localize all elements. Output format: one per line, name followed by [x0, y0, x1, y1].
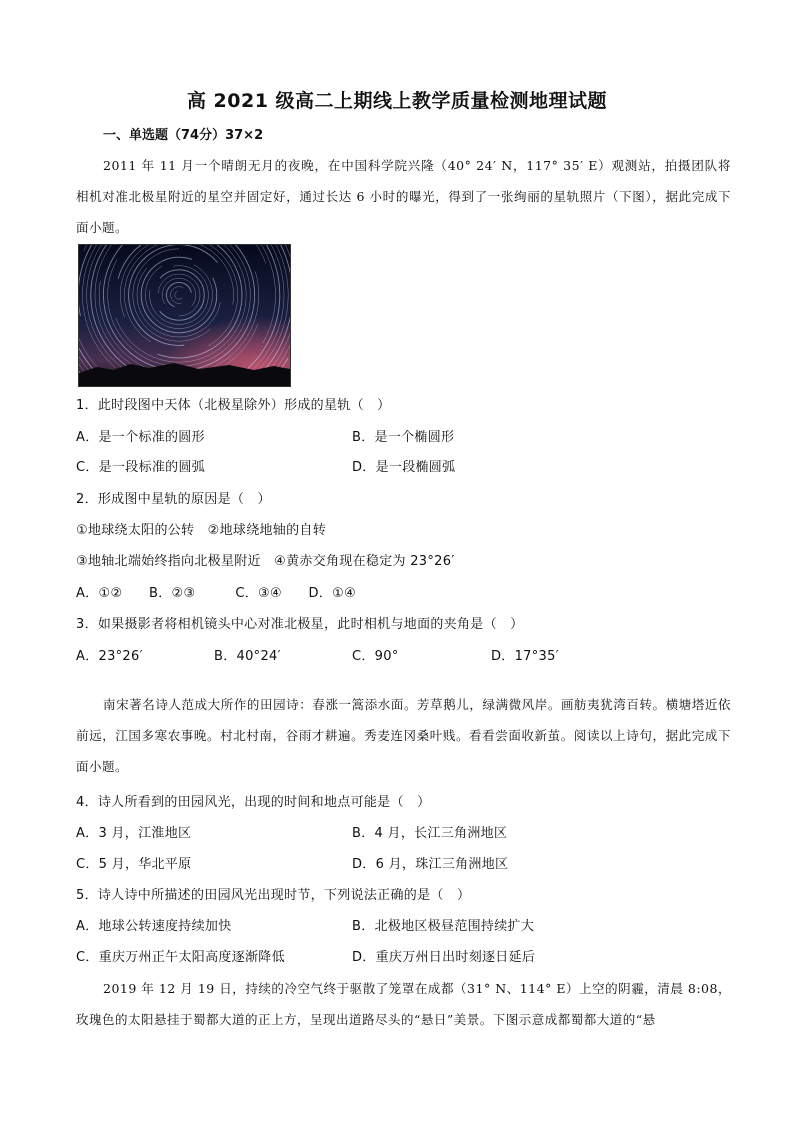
question-1-stem: 1．此时段图中天体（北极星除外）形成的星轨（ ）: [76, 398, 391, 413]
q3-option-c[interactable]: C．90°: [352, 649, 399, 664]
q2-statements-3-4: ③地轴北端始终指向北极星附近 ④黄赤交角现在稳定为 23°26′: [76, 554, 455, 569]
q5-option-a[interactable]: A．地球公转速度持续加快: [76, 919, 232, 934]
passage-star-trails: 2011 年 11 月一个晴朗无月的夜晚，在中国科学院兴隆（40° 24′ N，117° 35′ E）观测站，拍摄团队将相机对准北极星附近的星空并固定好，通过长达 6 小时的曝光，得到了一张绚丽的星轨照片（下图），据此完成下面小题。: [76, 158, 731, 235]
q4-option-c[interactable]: C．5 月，华北平原: [76, 857, 192, 872]
q4-option-d[interactable]: D．6 月，珠江三角洲地区: [352, 857, 509, 872]
q5-option-c[interactable]: C．重庆万州正午太阳高度逐渐降低: [76, 950, 285, 965]
q5-option-d[interactable]: D．重庆万州日出时刻逐日延后: [352, 950, 536, 965]
q1-option-a[interactable]: A．是一个标准的圆形: [76, 430, 205, 445]
q2-choices[interactable]: A．①② B．②③ C．③④ D．①④: [76, 586, 357, 601]
q2-statements-1-2: ①地球绕太阳的公转 ②地球绕地轴的自转: [76, 523, 327, 538]
passage-poem: 南宋著名诗人范成大所作的田园诗：春涨一篙添水面。芳草鹅儿，绿满微风岸。画舫夷犹湾百转。横塘塔近依前远，江国多寒农事晚。村北村南，谷雨才耕遍。秀麦连冈桑叶贱。看看尝面收新茧。阅读以上诗句，据此完成下面小题。: [76, 697, 731, 774]
q1-option-d[interactable]: D．是一段椭圆弧: [352, 460, 456, 475]
q3-option-a[interactable]: A．23°26′: [76, 649, 143, 664]
q4-option-a[interactable]: A．3 月，江淮地区: [76, 826, 192, 841]
q1-option-b[interactable]: B．是一个椭圆形: [352, 430, 455, 445]
q3-option-d[interactable]: D．17°35′: [491, 649, 559, 664]
star-trail-photo: [78, 244, 291, 387]
q5-option-b[interactable]: B．北极地区极昼范围持续扩大: [352, 919, 535, 934]
page-title: 高 2021 级高二上期线上教学质量检测地理试题: [186, 90, 608, 112]
section-heading: 一、单选题（74分）37×2: [103, 128, 264, 143]
question-3-stem: 3．如果摄影者将相机镜头中心对准北极星，此时相机与地面的夹角是（ ）: [76, 617, 524, 632]
star-trail-image: [79, 245, 290, 386]
question-4-stem: 4．诗人所看到的田园风光，出现的时间和地点可能是（ ）: [76, 795, 431, 810]
q3-option-b[interactable]: B．40°24′: [214, 649, 281, 664]
passage-suspended-sun: 2019 年 12 月 19 日，持续的冷空气终于驱散了笼罩在成都（31° N、114° E）上空的阴霾，清晨 8:08，玫瑰色的太阳悬挂于蜀都大道的正上方，呈现出道路尽头的“悬日”美景。下图示意成都蜀都大道的“悬: [76, 981, 731, 1027]
q1-option-c[interactable]: C．是一段标准的圆弧: [76, 460, 206, 475]
question-2-stem: 2．形成图中星轨的原因是（ ）: [76, 492, 271, 507]
question-5-stem: 5．诗人诗中所描述的田园风光出现时节，下列说法正确的是（ ）: [76, 888, 471, 903]
q4-option-b[interactable]: B．4 月，长江三角洲地区: [352, 826, 508, 841]
